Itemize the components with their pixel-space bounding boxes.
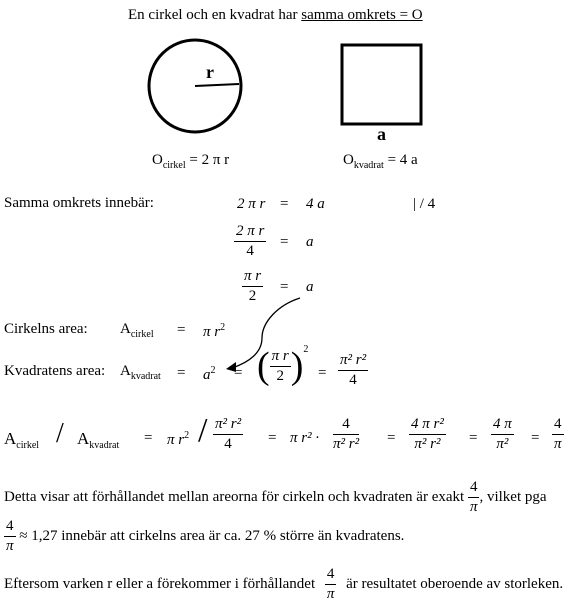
kvadrat-area-label: Kvadratens area:	[4, 363, 106, 379]
conclusion-p3: Eftersom varken r eller a förekommer i förhållandet $\frac{4}{\pi}$ är resultatet oberoende av storleken.	[4, 566, 564, 602]
ratio-term-2-fraction: $\frac{4}{\text{π² r²}}$	[333, 416, 360, 452]
cirkel-area-rhs: π $r^2$	[203, 322, 226, 340]
eq3-rhs: a	[306, 279, 314, 295]
eq3-equals: =	[280, 279, 289, 295]
eq1-note: | / 4	[413, 196, 436, 212]
circle-radius-label: r	[206, 62, 214, 82]
derivation-intro: Samma omkrets innebär:	[4, 195, 154, 211]
kvadrat-area-result: $\frac{\text{π² r²}}{4}$	[340, 352, 367, 388]
ratio-term-5-fraction: $\frac{4}{\pi}$	[553, 416, 562, 452]
kvadrat-area-equals-1: =	[177, 365, 186, 381]
eq1-lhs: 2 π r	[237, 196, 266, 212]
header-underlined: samma omkrets = O	[301, 7, 423, 23]
cirkel-area-equals: =	[177, 322, 186, 338]
square-side-label: a	[377, 124, 386, 144]
ratio-term-1-fraction: $\frac{\text{π² r²}}{4}$	[215, 416, 242, 452]
ratio-slash: /	[56, 418, 64, 449]
ratio-term-1: π $r^2$	[167, 430, 190, 448]
kvadrat-area-a: $a^2$	[203, 365, 216, 383]
o-cirkel-formula: $O_{cirkel} = 2$ π r	[152, 152, 230, 171]
ratio-term-2: π r² ·	[290, 430, 320, 446]
eq1-rhs: 4 a	[306, 196, 325, 212]
ratio-term-4-fraction: $\frac{4 \pi}{\text{π²}}$	[493, 416, 512, 452]
eq3-fraction: $\frac{\text{π r}}{2}$	[244, 268, 262, 304]
eq2-rhs: a	[306, 234, 314, 250]
circle-radius-line	[195, 84, 239, 86]
ratio-equals-1: =	[144, 430, 153, 446]
eq2-equals: =	[280, 234, 289, 250]
o-kvadrat-formula: $O_{kvadrat} = 4$ a	[343, 152, 418, 171]
ratio-term-3-fraction: $\frac{\text{4 π r²}}{\text{π² r²}}$	[411, 416, 444, 452]
kvadrat-area-equals-3: =	[318, 365, 327, 381]
ratio-equals-2: =	[268, 430, 277, 446]
ratio-equals-3: =	[387, 430, 396, 446]
square-shape	[342, 45, 421, 124]
ratio-equals-5: =	[531, 430, 540, 446]
ratio-a-kvadrat: $A_{kvadrat}$	[77, 429, 120, 451]
kvadrat-area-paren: ( $\frac{\text{π r}}{2}$ )$^2$	[257, 344, 309, 387]
ratio-equals-4: =	[469, 430, 478, 446]
kvadrat-area-equals-2: =	[234, 365, 243, 381]
conclusion-p2: $\frac{4}{\pi}$ ≈ 1,27 innebär att cirkelns area är ca. 27 % större än kvadratens.	[5, 518, 405, 554]
a-kvadrat-symbol: $A_{kvadrat}$	[120, 363, 161, 382]
a-cirkel-symbol: $A_{cirkel}$	[120, 321, 154, 340]
eq1-equals: =	[280, 196, 289, 212]
conclusion-p1: Detta visar att förhållandet mellan areorna för cirkeln och kvadraten är exakt $\frac{4}{\pi}$ , vilket pga	[4, 479, 547, 515]
cirkel-area-label: Cirkelns area:	[4, 321, 88, 337]
ratio-a-cirkel: $A_{cirkel}$	[4, 429, 40, 451]
eq2-fraction: $\frac{\text{2 π r}}{4}$	[236, 223, 265, 259]
ratio-term-1-slash: /	[198, 412, 208, 449]
header-intro: En cirkel och en kvadrat har	[128, 7, 302, 23]
